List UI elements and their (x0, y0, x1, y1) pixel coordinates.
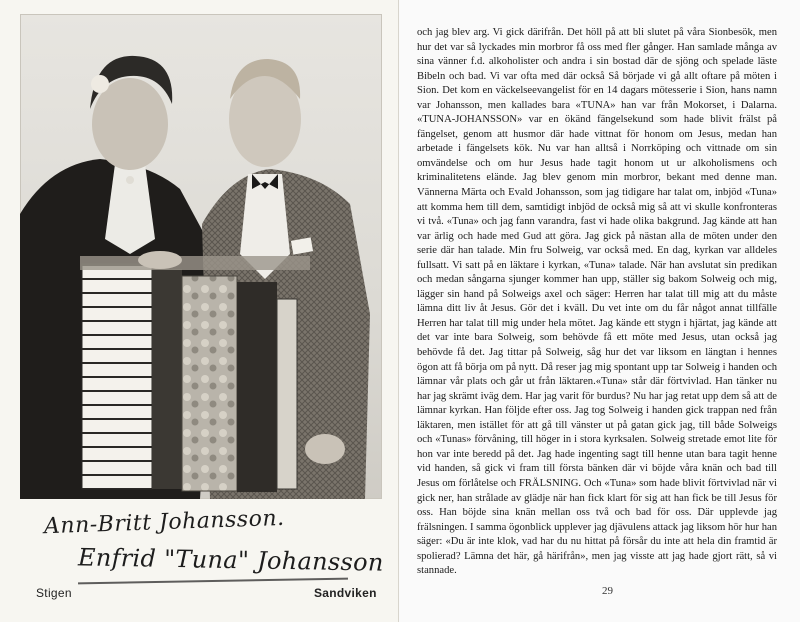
signature-ann-britt: Ann-Britt Johansson. (43, 505, 285, 540)
book-page (399, 0, 800, 622)
signature-underline (78, 578, 348, 585)
page-body-text (417, 26, 777, 579)
caption-stigen: Stigen (36, 586, 72, 600)
caption-sandviken: Sandviken (314, 586, 377, 600)
signature-tuna: Enfrid "Tuna" Johansson (77, 543, 384, 577)
portrait-illustration (20, 14, 382, 499)
page-number: 29 (602, 585, 613, 597)
portrait-photo (20, 14, 382, 499)
body-paragraph: och jag blev arg. Vi gick därifrån. Det höll på att bli slutet på våra Sionbesök, men hur det var så lyckades min morbror få oss med fler gånger. Han samlade många av sina vänner f.d. alkoholister och andra i sin bostad där de sjöng och spelade läste Bibeln och bad. Vi var ofta med där också Så började vi gå allt oftare på möten i Sion. Det kom en väckelseevangelist för en 14 dagars mötesserie i Sion, hans namn var Johansson, men kallades bara «TUNA» han var från Mokorset, i Dalarna. «TUNA-JOHANSSON» var en ökänd fängelsekund som hade blivit frälst på fängelset, genom att husmor där hade vittnat för honom om Jesus, medan han arbetade i fängelsets kök. Nu var han alltså i Norrköping och vittnade om sin omvändelse och om hur Jesus hade tagit honom ut ur alkoholismens och kriminalitetens elände. Jag blev genom min morbror, bekant med denne man. Vännerna Märta och Evald Johansson, som jag tidigare har talat om, inbjöd «Tuna» att komma hem till dem, samtidigt inbjöd de också mig så att vi skulle konfronteras vi två. «Tuna» och jag fann varandra, fast vi hade olika bakgrund. Jag kände att han var ärlig och hade med Gud att göra. Jag gick på nästan alla de möten under den serie där han talade. Min fru Solweig, var också med. En dag, kyrkan var alldeles fullsatt. Vi satt på en läktare i kyrkan, «Tuna» talade. När han avslutat sin predikan och medan sångarna sjunger kommer han upp, ställer sig bakom Solweig och mig, lägger sin hand på Solweigs axel och säger: Herren har talat till mig att du måste lämna ditt liv åt Jesus. Gör det i kväll. Du vet inte om du får något annat tillfälle Herren har talat till mig under hela mötet. Jag kände ett stygn i hjärtat, jag kände att det var inte bara Solweig, som behövde få ett möte med Jesus, utan också jag behövde få det. Jag tittar på Solweig, såg hur det var liksom en längtan i hennes ögon att få börja om på nytt. Då reser jag mig spontant upp tar Solweig i handen och lämnar vår plats och går ut från läktaren.«Tuna» står där förtvivlad. Han tänker nu har jag skrämt iväg dem. Har jag varit för burdus? Nu har jag retat upp dem så att de lämnar kyrkan. Han följde efter oss. Jag tog Solweig i handen gick trappan ned från läktaren, men istället för att gå till vänster ut på gatan gick jag, till både Solweigs och «Tunas» förvåning, till höger in i stora kyrksalen. Solweig stretade emot lite för hon var inte beredd på det. Jag hade ingenting sagt till henne utan bara tagit henne vid handen, så gick vi fram till första bänken där vi böjde våra knän och bad till Jesus om förlåtelse och FRÄLSNING. Och «Tuna» som hade blivit förtvivlad när vi gick ner, han strålade av glädje när han fick klart för sig att han fick be till Jesus för oss. Han böjde sina knän mellan oss två och bad för oss. Där upplevde jag frälsningen. I samma ögonblick upplever jag djävulens attack jag liksom hör hur han säger: «Du är inte klok, vad har du nu hittat på försår du inte att hela din framtid är spolierad? Lämna det här, gå härifrån», men jag visste att jag hade gjort rätt, så vi stannade. (417, 27, 777, 577)
postcard (0, 0, 399, 622)
